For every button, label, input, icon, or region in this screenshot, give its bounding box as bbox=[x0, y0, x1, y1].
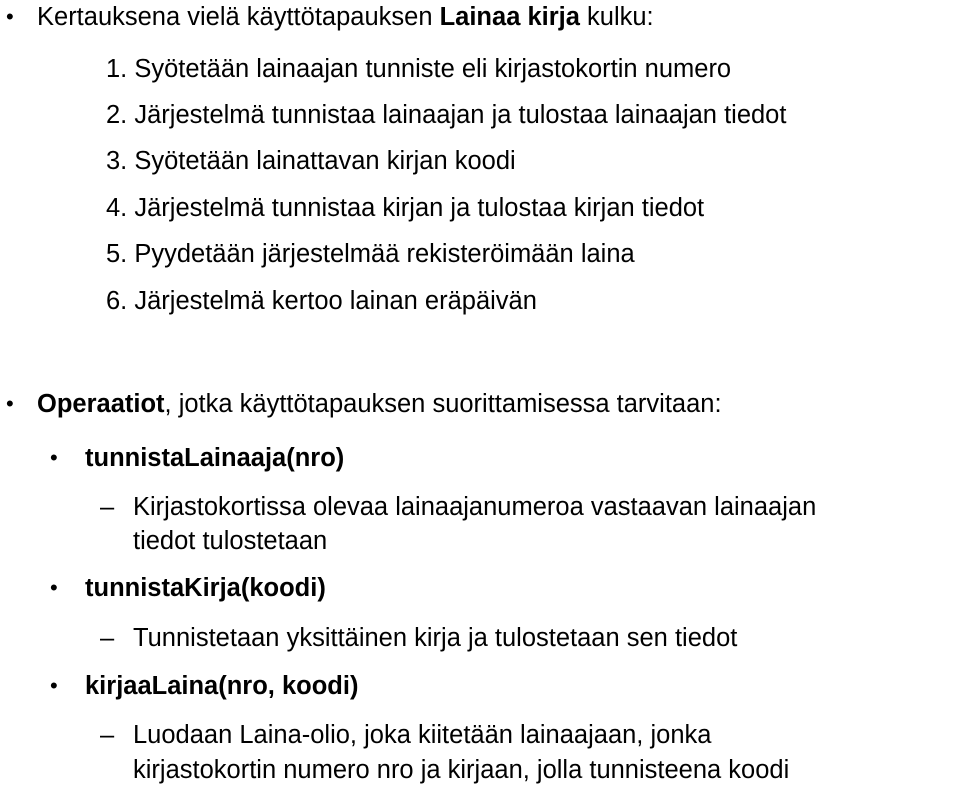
step-3: 3. Syötetään lainattavan kirjan koodi bbox=[106, 147, 516, 175]
operation-bullet: • bbox=[50, 673, 58, 698]
operation-description-line: Kirjastokortissa olevaa lainaajanumeroa vastaavan lainaajan bbox=[133, 493, 817, 521]
operation-description-line: tiedot tulostetaan bbox=[133, 527, 328, 555]
operations-bullet: • bbox=[6, 391, 14, 416]
operation-dash: – bbox=[100, 624, 115, 652]
step-1: 1. Syötetään lainaajan tunniste eli kirjastokortin numero bbox=[106, 55, 732, 83]
operation-description-line: Luodaan Laina-olio, joka kiitetään lainaajaan, jonka bbox=[133, 721, 712, 749]
operations-heading bbox=[37, 389, 722, 419]
intro-prefix: Kertauksena vielä käyttötapauksen bbox=[37, 3, 440, 31]
intro-bullet: • bbox=[6, 4, 14, 29]
intro-heading bbox=[37, 2, 654, 32]
operation-description-line: kirjastokortin numero nro ja kirjaan, jolla tunnisteena koodi bbox=[133, 756, 790, 784]
step-6: 6. Järjestelmä kertoo lainan eräpäivän bbox=[106, 287, 537, 315]
operation-dash: – bbox=[100, 721, 115, 749]
intro-suffix: kulku: bbox=[579, 3, 654, 31]
step-2: 2. Järjestelmä tunnistaa lainaajan ja tulostaa lainaajan tiedot bbox=[106, 101, 787, 129]
step-4: 4. Järjestelmä tunnistaa kirjan ja tulostaa kirjan tiedot bbox=[106, 194, 705, 222]
use-case-name: Lainaa kirja bbox=[439, 3, 580, 31]
step-5: 5. Pyydetään järjestelmää rekisteröimään laina bbox=[106, 240, 635, 268]
operations-emphasis: Operaatiot bbox=[37, 390, 165, 418]
operation-bullet: • bbox=[50, 445, 58, 470]
operation-dash: – bbox=[100, 493, 115, 521]
operation-bullet: • bbox=[50, 575, 58, 600]
operations-suffix: , jotka käyttötapauksen suorittamisessa tarvitaan: bbox=[164, 390, 722, 418]
operation-description-line: Tunnistetaan yksittäinen kirja ja tulostetaan sen tiedot bbox=[133, 624, 738, 652]
operation-name: kirjaaLaina(nro, koodi) bbox=[85, 672, 359, 700]
operation-name: tunnistaKirja(koodi) bbox=[85, 574, 326, 602]
operation-name: tunnistaLainaaja(nro) bbox=[85, 444, 345, 472]
